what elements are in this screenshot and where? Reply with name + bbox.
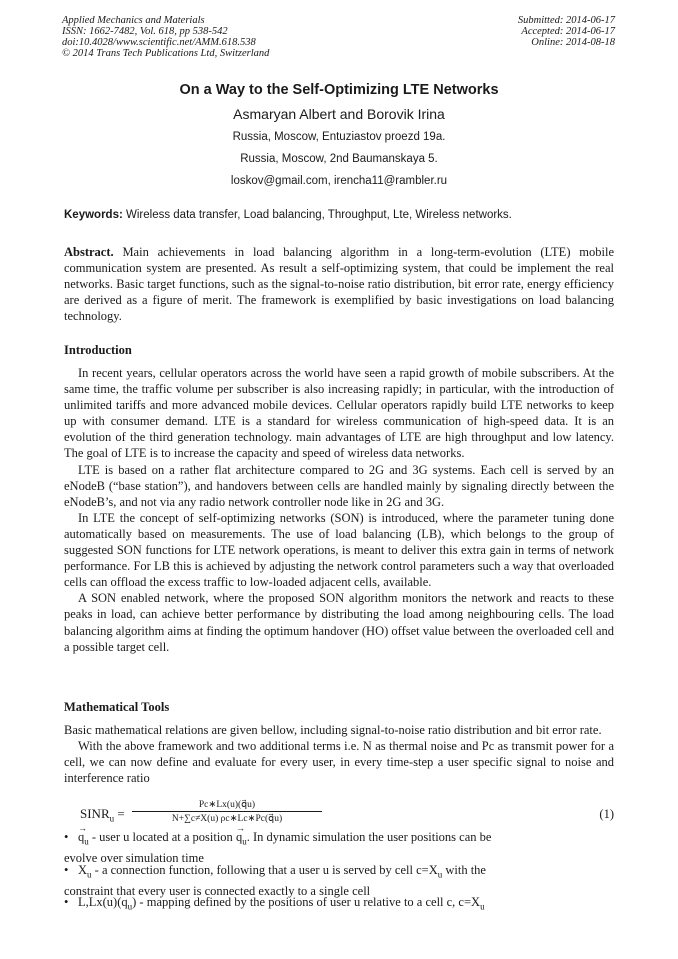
math-heading: Mathematical Tools [64,700,170,714]
bullet-mapping: • $L,Lx(u)(q_u)$ - mapping defined by the positions of user u relative to a cell c, $c=X_u$ [64,895,485,912]
keywords [64,209,619,221]
journal-name: Applied Mechanics and Materials [62,15,205,26]
equation-fraction [132,799,322,824]
math-paragraph: Basic mathematical relations are given bellow, including signal-to-noise ratio distribution and bit error rate. [64,723,602,737]
accepted-date: Accepted: 2014-06-17 [521,26,615,37]
intro-paragraph: LTE is based on a rather flat architecture compared to 2G and 3G systems. Each cell is served by an eNodeB (“base station”), and handovers between cells are handled mainly by signaling directly between the eNodeB’s, and not via any radio network controller node like in 2G and 3G. [64,462,614,509]
paper-title: On a Way to the Self-Optimizing LTE Networks [179,82,499,98]
affiliation-1: Russia, Moscow, Entuziastov proezd 19a. [232,131,446,143]
math-body [64,722,614,786]
equation-lhs: $SINR_u$ = [80,806,125,824]
bullet-position: •→ $q_u$ - user u located at a position → $q_u$. In dynamic simulation the user positions can be evolve over simulation time [64,829,614,866]
abstract-text: Main achievements in load balancing algorithm in a long-term-evolution (LTE) mobile communication system are presented. As result a self-optimizing system, that could be implement the real networks. Basic target functions, such as the signal-to-noise ratio distribution, bit error rate, energy efficiency are derived as a figure of merit. The framework is exemplified by basic investigations on load balancing technology. [64,245,614,324]
intro-paragraph: A SON enabled network, where the proposed SON algorithm monitors the network and reacts to these peaks in load, can achieve better performance by distributing the load among neighbouring cells. The load balancing algorithm aims at finding the optimum handover (HO) offset value between the overloaded cell and a possible target cell. [64,591,614,654]
submitted-date: Submitted: 2014-06-17 [517,15,615,26]
paper-authors: Asmaryan Albert and Borovik Irina [233,106,445,122]
equation-numerator: Pc∗Lx(u)(q⃗u) [132,799,322,812]
introduction-heading: Introduction [64,343,132,357]
bullet-connection-function: • $X_u$ - a connection function, following that a user u is served by cell $c=X_u$ with the constraint that every user is connected exactly to a single cell [64,863,486,898]
intro-paragraph: In LTE the concept of self-optimizing networks (SON) is introduced, where the parameter tuning done automatically based on measurements. The use of load balancing (LB), which belongs to the group of suggested SON functions for LTE network operations, is meant to deliver this extra gain in terms of network performance. For LB this is achieved by adjusting the network control parameters such a way that overloaded cells can offload the excess traffic to low-loaded adjacent cells, available. [64,510,614,590]
abstract [64,244,614,324]
equation-denominator: N+∑c≠X(u) ρc∗Lc∗Pc(q⃗u) [171,814,283,824]
keywords-text: Wireless data transfer, Load balancing, Throughput, Lte, Wireless networks. [126,209,512,221]
abstract-label: Abstract. [64,245,114,259]
online-date: Online: 2014-08-18 [531,37,615,48]
math-paragraph: With the above framework and two additional terms i.e. N as thermal noise and Pc as transmit power for a cell, we can now define and evaluate for every user, in every time-step a user specific signal to noise and interference ratio [64,739,614,786]
author-emails: loskov@gmail.com, irencha11@rambler.ru [230,175,448,187]
equation-number: (1) [599,807,614,821]
affiliation-2: Russia, Moscow, 2nd Baumanskaya 5. [240,153,438,165]
publication-dates [518,15,615,48]
journal-issn: ISSN: 1662-7482, Vol. 618, pp 538-542 [62,26,228,37]
journal-doi: doi:10.4028/www.scientific.net/AMM.618.538 [62,37,256,48]
intro-paragraph: In recent years, cellular operators across the world have seen a rapid growth of mobile subscribers. At the same time, the traffic volume per subscriber is also increasing rapidly; in particular, with the introduction of unlimited tariffs and more advanced mobile devices. Cellular operators rapidly build LTE networks to keep up with consumer demand. LTE is a standard for wireless communication of high-speed data. It is an evolution of the third generation technology. main advantages of LTE are high throughput and low latency. The goal of LTE is to increase the capacity and speed of wireless data networks. [64,366,614,461]
equation-1 [80,799,614,831]
introduction-body [64,365,614,655]
journal-copyright: © 2014 Trans Tech Publications Ltd, Switzerland [62,48,270,59]
journal-info [62,15,269,59]
keywords-label: Keywords: [64,209,123,221]
